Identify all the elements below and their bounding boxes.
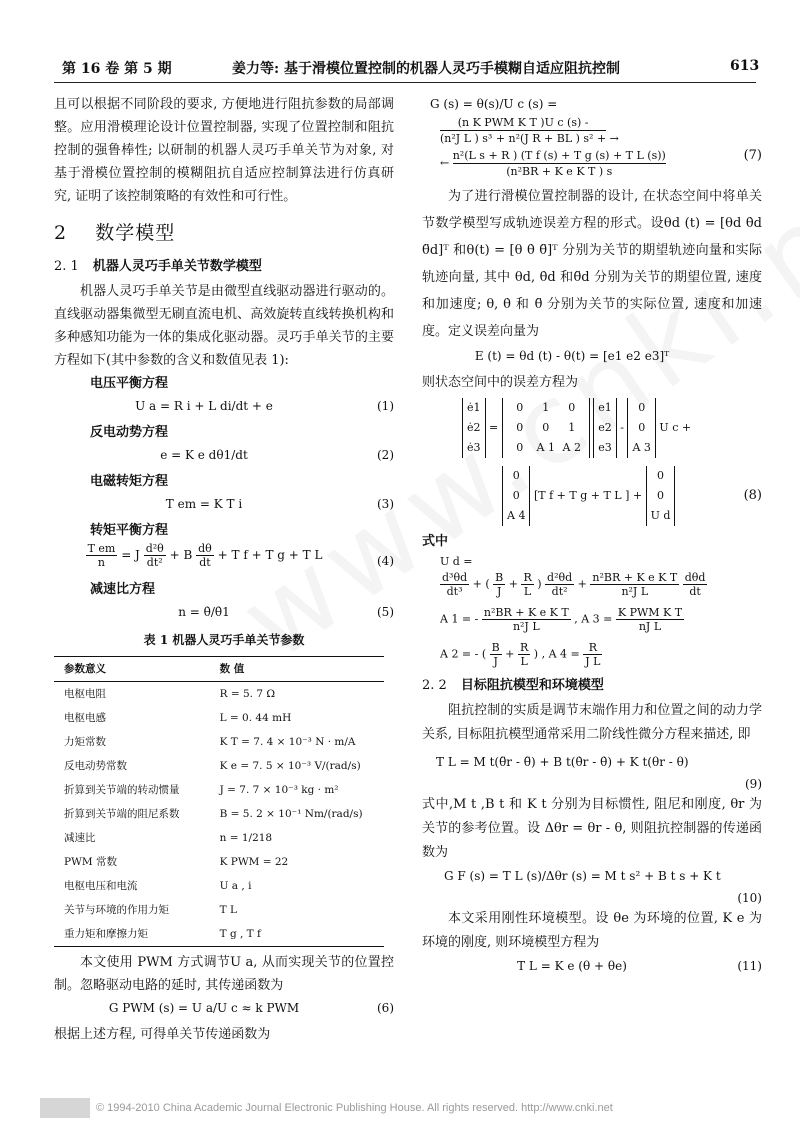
paragraph: 机器人灵巧手单关节是由微型直线驱动器进行驱动的。直线驱动器集微型无刷直流电机、高效旋转直线转换机构和多种感知功能为一体的集成化驱动器。灵巧手单关节的主要方程如下(其中参数的含义和数值见表 1): xyxy=(54,284,394,368)
equation-number: (9) xyxy=(745,777,762,791)
matrix-row xyxy=(507,418,585,438)
fraction xyxy=(493,571,505,598)
equation-name: 电磁转矩方程 xyxy=(90,474,169,489)
paragraph: 为了进行滑模位置控制器的设计, 在状态空间中将单关节数学模型写成轨迹误差方程的形式。设θd (t) = [θd θ̇d θ̈d]ᵀ 和θ(t) = [θ θ̇ θ̈]ᵀ 分别为关节的期望轨迹向量和实际轨迹向量, 其中 θd, θ̇d 和θ̈d 分别为关节的期望位置, 速度和加速度; θ, θ̇ 和 θ̈ 分别为关节的实际位置, 速度和加速度。定义误差向量为 xyxy=(422,189,762,339)
equation-number: (1) xyxy=(377,399,394,413)
matrix-entry: 0 xyxy=(638,421,646,434)
denominator: J L xyxy=(585,655,601,668)
matrix-entry: e2 xyxy=(598,421,612,434)
equation-number: (2) xyxy=(377,448,394,462)
paragraph: 本文使用 PWM 方式调节U a, 从而实现关节的位置控制。忽略驱动电路的延时, 其传递函数为 xyxy=(54,955,394,993)
table-cell: J = 7. 7 × 10⁻³ kg · m² xyxy=(219,783,339,796)
numerator: n²BR + K e K T xyxy=(592,571,678,584)
numerator: K PWM K T xyxy=(617,606,683,619)
fraction xyxy=(482,606,571,633)
table-cell: PWM 常数 xyxy=(64,855,117,868)
denominator: (n²BR + K e K T ) s xyxy=(506,165,613,178)
header-rule xyxy=(54,82,756,83)
arrow-icon: ← xyxy=(440,156,450,170)
denominator: L xyxy=(523,585,532,598)
equation-9 xyxy=(422,751,762,773)
equation-11 xyxy=(422,955,762,981)
paragraph: 式中 xyxy=(422,534,449,549)
system-matrix xyxy=(502,398,590,458)
table-header-row xyxy=(54,657,384,682)
matrix-entry: ė3 xyxy=(467,441,481,454)
equation-name: 电压平衡方程 xyxy=(90,376,169,391)
equation-7-line3 xyxy=(440,148,762,179)
fraction xyxy=(440,571,469,598)
matrix-entry: 0 xyxy=(516,401,524,414)
numerator: B xyxy=(495,571,504,584)
table-cell: K PWM = 22 xyxy=(219,855,289,868)
paragraph: 本文采用刚性环境模型。设 θe 为环境的位置, K e 为环境的刚度, 则环境模型方程为 xyxy=(422,911,762,950)
table-cell: 折算到关节端的阻尼系数 xyxy=(64,807,180,820)
numerator: n²BR + K e K T xyxy=(483,606,569,619)
equation-a2-a4: A 2 = - ( $\frac{B}{J}$ + $\frac{R}{L}$ ) , A 4 = $\frac{R}{\text{J L}}$ xyxy=(440,641,601,668)
subsection-number: 2. 2 xyxy=(422,678,447,693)
denominator: dt xyxy=(199,556,211,569)
equation-name: 减速比方程 xyxy=(90,582,156,597)
equation-text: A 1 = - xyxy=(440,612,479,626)
matrix-entry: 0 xyxy=(638,401,646,414)
equation-5 xyxy=(54,601,394,627)
equation-1 xyxy=(54,395,394,421)
fraction xyxy=(616,606,684,633)
section-heading xyxy=(54,222,394,245)
equation-text: + T f + T g + T L xyxy=(217,548,323,562)
table-cell: 减速比 xyxy=(64,831,96,844)
equation-body: U a = R i + L di/dt + e xyxy=(135,399,273,413)
matrix-entry: 0 xyxy=(512,489,520,502)
equation-ud-body: $\frac{\text{d³θd}}{\text{dt³}}$ + ( $\frac{B}{J}$ + $\frac{R}{L}$ ) $\frac{\text{d²θd}}{\text{dt²}}$ + $\frac{\text{n²BR + K e K T}}{\text{n²J L}}$ $\frac{\text{dθd}}{dt}$ xyxy=(442,571,706,598)
error-vector xyxy=(593,398,617,458)
table-cell: L = 0. 44 mH xyxy=(219,711,292,724)
paragraph: 阻抗控制的实质是调节末端作用力和位置之间的动力学关系, 目标阻抗模型通常采用二阶线性微分方程来描述, 即 xyxy=(422,703,762,742)
table-row xyxy=(54,778,384,802)
equation-ud xyxy=(422,553,762,668)
table-row xyxy=(54,706,384,730)
table-cell: 关节与环境的作用力矩 xyxy=(64,903,169,916)
equation-name: 转矩平衡方程 xyxy=(90,523,169,538)
equation-number: (10) xyxy=(737,891,762,905)
table-row xyxy=(54,730,384,754)
table-cell: 折算到关节端的转动惯量 xyxy=(64,783,180,796)
paragraph: 式中,M t ,B t 和 K t 分别为目标惯性, 阻尼和刚度, θr 为关节的参考位置。设 Δθr = θr - θ, 则阻抗控制器的传递函数为 xyxy=(422,797,762,860)
equation-body xyxy=(54,542,354,569)
equation-7-line1 xyxy=(422,93,762,115)
denominator: dt² xyxy=(146,556,163,569)
matrix-entry: 0 xyxy=(657,489,664,502)
numerator: T em xyxy=(87,542,116,555)
table-cell: T g , T f xyxy=(196,922,384,947)
numerator: dθ xyxy=(198,542,212,555)
table-row xyxy=(54,874,384,898)
numerator: B xyxy=(491,641,500,654)
equation-body: E (t) = θd (t) - θ(t) = [e1 e2 e3]ᵀ xyxy=(474,349,670,363)
table-cell: U a , i xyxy=(219,879,252,892)
denominator: dt² xyxy=(551,585,568,598)
denominator: n xyxy=(97,556,106,569)
table-caption: 表 1 机器人灵巧手单关节参数 xyxy=(143,633,305,647)
paragraph: 则状态空间中的误差方程为 xyxy=(422,375,579,390)
equation-body: G F (s) = T L (s)/Δθr (s) = M t s² + B t s + K t xyxy=(444,869,721,883)
table-header-cell: 参数意义 xyxy=(54,657,196,682)
equation-10 xyxy=(422,865,762,887)
matrix-entry: 0 xyxy=(512,469,520,482)
denominator: nJ L xyxy=(638,620,662,633)
table-cell: 力矩常数 xyxy=(64,735,106,748)
header-page-number: 613 xyxy=(730,58,760,74)
equation-number: (4) xyxy=(377,554,394,568)
error-derivative-vector xyxy=(462,398,486,458)
denominator: dt xyxy=(689,585,701,598)
denominator: n²J L xyxy=(621,585,649,598)
matrix-entry: 1 xyxy=(568,421,576,434)
numerator: d²θd xyxy=(547,571,573,584)
matrix-entry: 0 xyxy=(516,421,524,434)
disturbance-vector xyxy=(502,466,530,526)
equation-number: (6) xyxy=(377,1001,394,1015)
equation-body: e = K e dθ1/dt xyxy=(160,448,248,462)
fraction xyxy=(683,571,708,598)
table-cell: 电枢电压和电流 xyxy=(64,879,138,892)
matrix-entry: A 4 xyxy=(507,509,526,522)
fraction xyxy=(521,571,533,598)
equation-a1-a3 xyxy=(422,606,762,633)
table-cell: K e = 7. 5 × 10⁻³ V/(rad/s) xyxy=(219,759,361,772)
table-cell: K T = 7. 4 × 10⁻³ N · m/A xyxy=(219,735,356,748)
table-row xyxy=(54,898,384,922)
arrow-icon: → xyxy=(609,132,619,145)
subsection-heading-1 xyxy=(54,255,394,278)
subsection-title: 目标阻抗模型和环境模型 xyxy=(460,678,604,693)
equation-text: U c + xyxy=(659,421,692,434)
reference-vector xyxy=(646,466,676,526)
subsection-number: 2. 1 xyxy=(54,259,79,274)
equation-number: (3) xyxy=(377,497,394,511)
fraction xyxy=(490,641,502,668)
equation-number: (5) xyxy=(377,605,394,619)
equation-2 xyxy=(54,444,394,470)
matrix-entry: ė1 xyxy=(467,401,481,414)
equation-text: + B xyxy=(169,548,193,562)
table-row xyxy=(54,826,384,850)
matrix-entry: e3 xyxy=(598,441,612,454)
equation-8-line2 xyxy=(502,466,762,526)
denominator: L xyxy=(520,655,528,668)
equation-body: T L = K e (θ + θe) xyxy=(517,959,627,973)
fraction xyxy=(545,571,574,598)
equation-7 xyxy=(422,115,762,179)
table-row xyxy=(54,802,384,826)
equation-error-vector xyxy=(422,345,762,371)
equation-body: T L = M t(θ̈r - θ̈) + B t(θ̇r - θ̇) + K t(θr - θ) xyxy=(436,755,689,769)
equation-body: T em = K T i xyxy=(165,497,243,511)
section-title: 数学模型 xyxy=(95,222,176,244)
table-cell: 电枢电阻 xyxy=(64,687,106,700)
equation-name: 反电动势方程 xyxy=(90,425,169,440)
publisher-logo-icon xyxy=(40,1098,90,1118)
equation-number: (8) xyxy=(743,488,762,503)
denominator: dt³ xyxy=(446,585,463,598)
fraction xyxy=(86,542,118,569)
table-header-cell: 数 值 xyxy=(196,657,384,682)
denominator: J xyxy=(493,655,498,668)
equation-8-line1: ė1 ė2 ė3 = 0 1 0 0 0 1 0 A 1 A 2 e1 e2 e3 - 0 0 A 3 U c + xyxy=(462,398,762,458)
table-cell: 重力矩和摩擦力矩 xyxy=(54,922,196,947)
section-number: 2 xyxy=(54,222,68,244)
equation-text: A 2 = - xyxy=(440,647,479,661)
matrix-entry: 1 xyxy=(542,401,550,414)
matrix-entry: A 1 xyxy=(536,441,555,454)
subsection-heading-2 xyxy=(422,674,762,697)
paragraph: 根据上述方程, 可得单关节传递函数为 xyxy=(54,1027,271,1042)
parameter-table xyxy=(54,656,384,947)
equation-text: , A 4 = xyxy=(541,647,580,661)
numerator: d³θd xyxy=(442,571,468,584)
equation-number: (7) xyxy=(743,148,762,163)
footer-copyright: © 1994-2010 China Academic Journal Electronic Publishing House. All rights reserved. http://www.cnki.net xyxy=(96,1102,613,1114)
table-cell: 电枢电感 xyxy=(64,711,106,724)
matrix-entry: 0 xyxy=(516,441,524,454)
table-row xyxy=(54,922,384,947)
fraction xyxy=(196,542,214,569)
matrix-row xyxy=(507,398,585,418)
fraction xyxy=(583,641,602,668)
matrix-entry: 0 xyxy=(568,401,576,414)
equation-text: U d = xyxy=(440,555,473,568)
left-column xyxy=(54,93,394,1046)
matrix-entry: ė2 xyxy=(467,421,481,434)
equation-text: = J xyxy=(121,548,140,562)
fraction xyxy=(144,542,166,569)
table-row xyxy=(54,850,384,874)
fraction xyxy=(440,115,606,146)
intro-paragraph: 且可以根据不同阶段的要求, 方便地进行阻抗参数的局部调整。应用滑模理论设计位置控制器, 实现了位置控制和阻抗控制的强鲁棒性; 以研制的机器人灵巧手单关节为对象, 对基于滑模位置控制的模糊阻抗自适应控制算法进行仿真研究, 证明了该控制策略的有效性和可行性。 xyxy=(54,97,394,204)
equation-body: n = θ̇/θ̇1 xyxy=(178,605,230,619)
matrix-entry: 0 xyxy=(657,469,664,482)
denominator: (n²J L ) s³ + n²(J R + BL ) s² + xyxy=(440,132,607,145)
numerator: R xyxy=(523,571,532,584)
numerator: R xyxy=(519,641,529,654)
equation-body: G (s) = θ(s)/U c (s) = xyxy=(430,97,558,111)
matrix-entry: e1 xyxy=(598,401,612,414)
right-column xyxy=(422,93,762,981)
denominator: n²J L xyxy=(512,620,540,633)
input-vector xyxy=(627,398,655,458)
numerator: d²θ xyxy=(145,542,164,555)
matrix-entry: A 3 xyxy=(632,441,651,454)
table-cell: B = 5. 2 × 10⁻¹ Nm/(rad/s) xyxy=(219,807,363,820)
matrix-entry: 0 xyxy=(542,421,550,434)
subsection-title: 机器人灵巧手单关节数学模型 xyxy=(92,259,262,274)
header-journal: 第 16 卷 第 5 期 xyxy=(62,61,172,77)
fraction xyxy=(590,571,679,598)
numerator: (n K PWM K T )U c (s) - xyxy=(440,115,606,131)
matrix-entry: A 2 xyxy=(562,441,581,454)
fraction xyxy=(453,148,666,179)
table-row xyxy=(54,754,384,778)
equation-6 xyxy=(54,997,394,1023)
header-title: 姜力等: 基于滑模位置控制的机器人灵巧手模糊自适应阻抗控制 xyxy=(232,61,621,77)
numerator: R xyxy=(583,641,602,655)
equation-text: , A 3 = xyxy=(574,612,613,626)
equation-body: G PWM (s) = U a/U c ≈ k PWM xyxy=(108,1001,300,1015)
matrix-row xyxy=(507,438,585,458)
table-cell: R = 5. 7 Ω xyxy=(219,687,276,700)
numerator: n²(L s + R ) (T f (s) + T g (s) + T L (s)) xyxy=(452,149,666,162)
equation-8 xyxy=(462,398,762,526)
table-cell: T L xyxy=(219,903,237,916)
fraction xyxy=(518,641,530,668)
equation-3 xyxy=(54,493,394,519)
numerator: dθd xyxy=(684,571,706,584)
equation-text: [T f + T g + T L ] + xyxy=(533,489,643,502)
table-cell: n = 1/218 xyxy=(219,831,273,844)
equation-number: (11) xyxy=(737,959,762,973)
table-row xyxy=(54,682,384,707)
denominator: J xyxy=(496,585,502,598)
matrix-entry: U d xyxy=(650,509,671,522)
table-cell: 反电动势常数 xyxy=(64,759,127,772)
equation-4 xyxy=(54,542,394,578)
